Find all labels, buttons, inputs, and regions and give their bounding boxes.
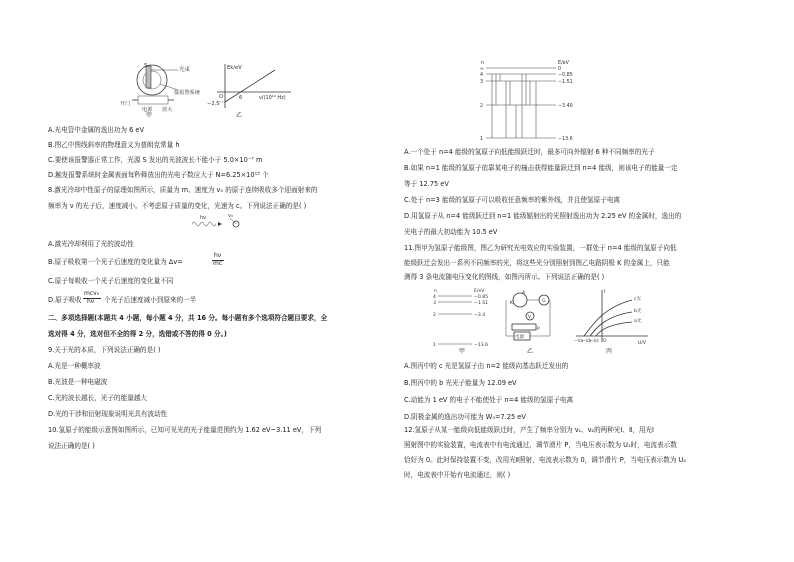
- graph-origin: O: [219, 94, 224, 100]
- source-label: S: [144, 63, 148, 69]
- q8-option-d-suffix: 个光子后速度减小到原来的一半: [104, 296, 197, 304]
- amp-label: 放大: [162, 107, 173, 113]
- laser-cooling-figure: [190, 214, 250, 234]
- q9-option-d: D.光的干涉和衍射现象说明光具有波动性: [48, 410, 168, 418]
- q11-n-3: 3: [433, 301, 436, 306]
- q11-caption-bing: 丙: [606, 348, 613, 355]
- atom-velocity-label: v₀: [228, 213, 233, 219]
- q10-option-b: B.如果 n=1 能级的氢原子依靠某电子的撞击获得能量跃迁到 n=4 能级，则该电子的能量一定: [404, 164, 678, 172]
- level-header-e: E/eV: [558, 61, 569, 66]
- graph-x-tick: 6: [239, 95, 243, 101]
- photon-label: hν: [200, 215, 206, 221]
- q8-option-c: C.原子每吸收一个光子后速度的变化量不同: [48, 277, 174, 285]
- q7-option-b: B.图乙中图线斜率的物理意义为普朗克常量 h: [48, 141, 180, 149]
- q11-n-4: 4: [433, 295, 436, 300]
- q12-stem-line3: 恰好为 0。此时保持装置不变，改用光Ⅱ照射，电流表示数为 0，调节滑片 P，当电压表示数为 U₂: [404, 456, 687, 464]
- circuit-label-a: A: [522, 291, 526, 296]
- q10-option-c: C.处于 n=3 能级的氢原子可以吸收任意频率的紫外线，并且使氢原子电离: [404, 196, 621, 204]
- curve-label-b: b光: [634, 309, 642, 314]
- q11-option-b: B.图丙中的 b 光光子能量为 12.09 eV: [404, 379, 517, 387]
- graph-x-axis-label: ν/(10¹⁴ Hz): [259, 95, 286, 101]
- q9-option-c: C.光的波长越长，光子的能量越大: [48, 394, 148, 402]
- q10-stem-line2: 说法正确的是( ): [48, 442, 95, 450]
- level-e-4: −0.85: [558, 73, 573, 78]
- current-voltage-graph: [572, 286, 652, 348]
- q10-option-a: A.一个处于 n=4 能级的氢原子向低能级跃迁时，最多可向外辐射 6 种不同频率的光子: [404, 148, 655, 156]
- level-n-4: 4: [480, 73, 484, 78]
- q8-option-d-fraction-num: mcv₀: [84, 290, 100, 297]
- level-e-3: −1.51: [558, 80, 573, 85]
- q11-e-3: −1.51: [474, 301, 489, 306]
- q11-n-2: 2: [433, 313, 436, 318]
- graph-y-axis-label: Ek/eV: [227, 65, 242, 71]
- q9-stem: 9.关于光的本质，下列说法正确的是( ): [48, 346, 161, 354]
- q10-option-d: D.用氢原子从 n=4 能级跃迁到 n=1 能级辐射出的光照射逸出功为 2.25 eV 的金属时，逸出的: [404, 212, 682, 220]
- section2-heading-line2: 选对得 4 分，选对但不全的得 2 分，选错或不答的得 0 分。): [48, 330, 227, 338]
- level-e-2: −3.40: [558, 104, 573, 109]
- q10-option-b-cont: 等于 12.75 eV: [404, 180, 449, 188]
- graph-c-tick-c: −Uc: [590, 338, 599, 343]
- alarm-apparatus-figure: [118, 60, 208, 116]
- circuit-label-v: V: [528, 315, 532, 320]
- level-e-inf: 0: [558, 67, 562, 72]
- q9-option-b: B.光波是一种电磁波: [48, 378, 108, 386]
- q8-option-b-fraction-num: hν: [214, 252, 222, 259]
- curve-label-c: c光: [634, 297, 642, 302]
- graph-c-origin: O: [603, 339, 607, 344]
- switch-label: 开门: [120, 101, 131, 107]
- q8-stem-line1: 8.激光冷却中性原子的原理如图所示，质量为 m、速度为 v₀ 的原子连续吸收多个迎面射来的: [48, 186, 318, 194]
- q11-caption-jia: 甲: [459, 348, 466, 355]
- q10-stem-line1: 10.氢原子的能级示意图如图所示，已知可见光的光子能量范围约为 1.62 eV~3.11 eV，下列: [48, 426, 322, 434]
- level-n-inf: ∞: [480, 67, 484, 72]
- circuit-power-label: 电源: [515, 335, 525, 340]
- q11-n-1: 1: [433, 343, 436, 348]
- level-n-2: 2: [480, 104, 484, 109]
- q7-option-d: D.触发报警系统时金属表面每秒释放出的光电子数应大于 N=6.25×10¹³ 个: [48, 171, 269, 179]
- level-e-1: −13.6: [558, 137, 573, 142]
- q11-e-2: −3.4: [474, 313, 486, 318]
- q7-option-a: A.光电管中金属的逸出功为 6 eV: [48, 126, 144, 134]
- circuit-label-g: G: [542, 299, 546, 304]
- graph-c-i-axis: I: [604, 290, 606, 295]
- q9-option-a: A.光是一种概率波: [48, 362, 101, 370]
- circuit-label-k: K: [510, 301, 514, 306]
- q11-e-4: −0.85: [474, 295, 489, 300]
- q10-option-d-cont: 光电子的最大初动能为 10.5 eV: [404, 228, 498, 236]
- section2-heading-line1: 二、多项选择题(本题共 4 小题，每小题 4 分，共 16 分。每小题有多个选项符合题目要求，全: [48, 314, 328, 322]
- q11-caption-yi: 乙: [527, 348, 534, 355]
- curve-label-a: a光: [634, 319, 642, 324]
- photoelectric-circuit: [500, 288, 560, 348]
- q11-e-1: −13.6: [474, 343, 489, 348]
- energy-level-diagram: [478, 58, 578, 142]
- q8-option-b-fraction-den: mc: [213, 260, 223, 267]
- q11-option-d: D.阴极金属的逸出功可能为 W₀=7.25 eV: [404, 413, 526, 421]
- q12-stem-line1: 12.氢原子从某一能级向低能级跃迁时，产生了频率分别为 ν₁、ν₂的两种光Ⅰ、Ⅱ，用光Ⅰ: [404, 426, 654, 434]
- q12-stem-line4: 时，电流表中开始有电流通过，则( ): [404, 471, 511, 479]
- circuit-label-p: P: [537, 327, 540, 332]
- graph-c-tick-b: −Ub: [582, 338, 592, 343]
- q11-level-diagram: [432, 288, 492, 350]
- q11-header-e: E/eV: [474, 289, 485, 294]
- alarm-label: 接报警系统: [174, 90, 200, 96]
- q8-option-b: B.原子吸收第一个光子后速度的变化量为 Δv=: [48, 258, 183, 266]
- q8-option-d-fraction-den: hν: [87, 298, 95, 305]
- q12-stem-line2: 照射图中的实验装置，电流表中有电流通过，调节滑片 P，当电压表示数为 U₁时，电流表示数: [404, 441, 677, 449]
- graph-c-tick-a: −Ua: [574, 338, 584, 343]
- level-header-n: n: [481, 61, 485, 66]
- q11-stem-line3: 测得 3 条电流随电压变化的图线，如图丙所示。下列说法正确的是( ): [404, 273, 605, 281]
- figure-caption-jia: 甲: [146, 112, 153, 119]
- power-label: 电源: [142, 107, 153, 113]
- q8-option-d-prefix: D.原子吸收: [48, 296, 82, 304]
- q8-stem-line2: 频率为 ν 的光子后，速度减小。不考虑原子质量的变化，光速为 c。下列说法正确的是( ): [48, 202, 307, 210]
- q11-stem-line1: 11.图甲为氢原子能级图，图乙为研究光电效应的实验装置，一群处于 n=4 能级的氢原子向低: [404, 244, 677, 252]
- level-n-3: 3: [480, 80, 484, 85]
- q11-stem-line2: 能级跃迁会发出一系列不同频率的光，将这些光分别照射到图乙电路阴极 K 的金属上，只能: [404, 259, 670, 267]
- q11-header-n: n: [434, 289, 437, 294]
- q11-option-c: C.动能为 1 eV 的电子不能使处于 n=4 能级的氢原子电离: [404, 396, 574, 404]
- q11-option-a: A.图丙中的 c 光是氢原子由 n=2 能级向基态跃迁发出的: [404, 362, 569, 370]
- figure-caption-yi: 乙: [236, 112, 243, 119]
- graph-y-tick: −2.5: [207, 101, 220, 107]
- level-n-1: 1: [480, 137, 484, 142]
- q8-option-a: A.激光冷却利用了光的波动性: [48, 240, 134, 248]
- beam-label: 光束: [179, 67, 191, 73]
- graph-c-u-axis: U/V: [638, 341, 647, 346]
- ek-frequency-graph: [205, 62, 295, 112]
- q7-option-c: C.要使该报警器正常工作，光源 S 发出的光波波长不能小于 5.0×10⁻⁷ m: [48, 156, 263, 164]
